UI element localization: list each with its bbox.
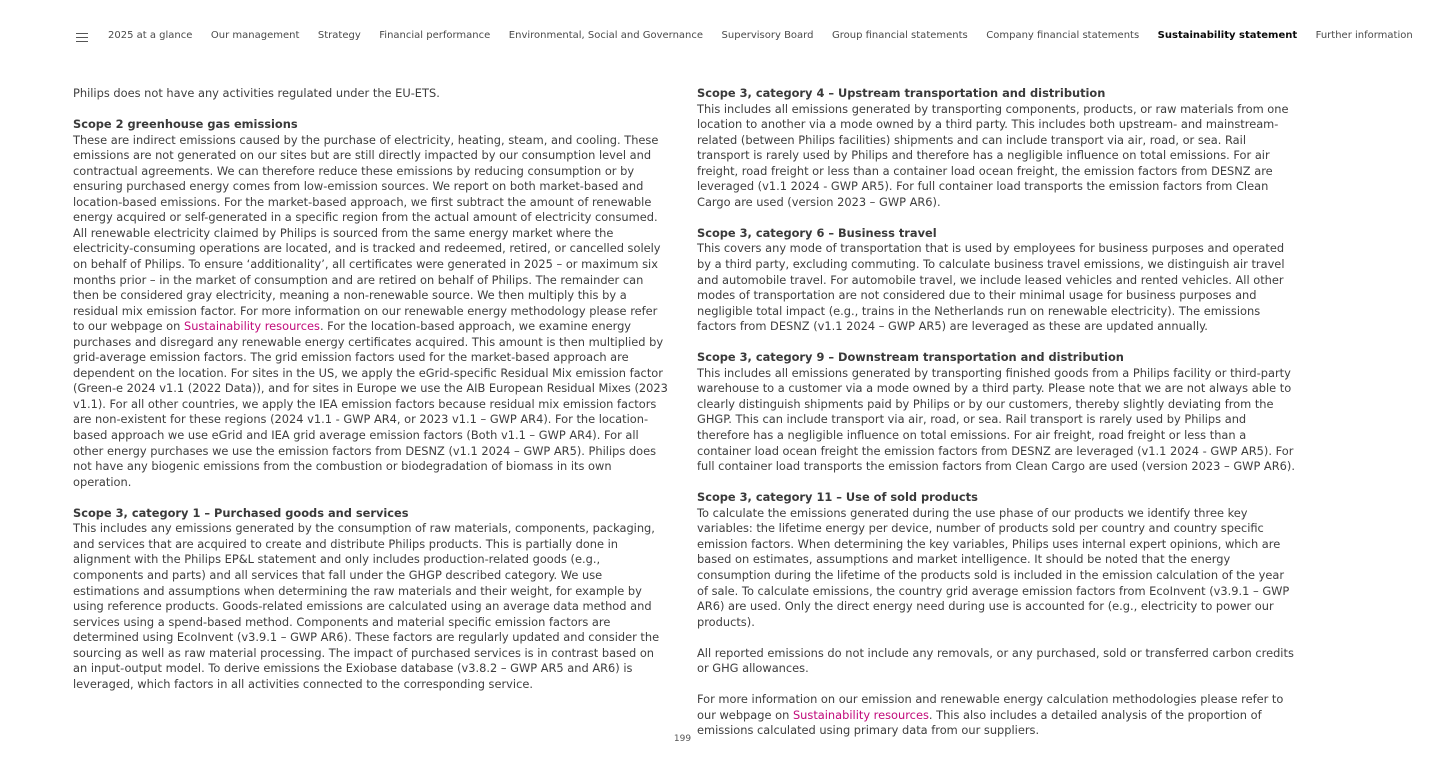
top-navigation [0,0,1413,74]
scope3-cat6-paragraph: This covers any mode of transportation that is used by employees for business purposes and operated by a third party, excluding commuting. To calculate business travel emissions, we distinguish air travel and automobile travel. For automobile travel, we include leased vehicles and rented vehicles. All other modes of transportation are not considered due to their minimal usage for business purposes and negligible total impact (e.g., trains in the Netherlands run on renewable electricity). The emissions factors from DESNZ (v1.1 2024 – GWP AR5) are leveraged as these are updated annually. [697,241,1285,334]
nav-item-2025-at-a-glance[interactable]: 2025 at a glance [108,30,193,41]
nav-item-further-information[interactable]: Further information [1315,30,1413,41]
eu-ets-intro: Philips does not have any activities regulated under the EU-ETS. [73,86,440,100]
scope2-paragraph [73,133,669,491]
scope2-heading: Scope 2 greenhouse gas emissions [73,117,298,132]
scope3-cat9-heading: Scope 3, category 9 – Downstream transportation and distribution [697,350,1124,365]
nav-item-supervisory-board[interactable]: Supervisory Board [721,30,814,41]
right-column [697,86,1295,755]
scope3-cat1-paragraph: This includes any emissions generated by the consumption of raw materials, components, packaging, and services that are acquired to create and distribute Philips products. This is partially done in alignment with the Philips EP&L statement and only includes production-related goods (e.g., components and parts) and all services that fall under the GHGP described category. We use estimations and assumptions when determining the raw materials and their weight, for example by using reference products. Goods-related emissions are calculated using an average data method and services using a spend-based method. Components and material specific emission factors are determined using EcoInvent (v3.9.1 – GWP AR6). These factors are regularly updated and consider the sourcing as well as raw material processing. The impact of purchased services is in contrast based on an input-output model. To derive emissions the Exiobase database (v3.8.2 – GWP AR5 and AR6) is leveraged, which factors in all activities connected to the corresponding service. [73,521,660,691]
scope3-cat6-heading: Scope 3, category 6 – Business travel [697,225,937,240]
left-column [73,86,669,708]
nav-item-group-financial-statements[interactable]: Group financial statements [831,30,968,41]
sustainability-resources-link[interactable]: Sustainability resources [183,319,320,334]
scope3-cat4-heading: Scope 3, category 4 – Upstream transportation and distribution [697,86,1106,100]
nav-item-our-management[interactable]: Our management [210,30,300,41]
scope3-cat1-heading: Scope 3, category 1 – Purchased goods and services [73,505,409,520]
scope2-text-part1: These are indirect emissions caused by the purchase of electricity, heating, steam, and cooling. These emissions are not generated on our sites but are still directly impacted by our consumption level and contractual agreements. We can therefore reduce these emissions by reducing consumption or by ensuring purchased energy comes from low-emission sources. We report on both market-based and location-based emissions. For the market-based approach, we first subtract the amount of renewable energy acquired or self-generated in a specific region from the actual amount of electricity consumed. All renewable electricity claimed by Philips is sourced from the same energy market where the electricity-consuming operations are located, and is tracked and redeemed, retired, or cancelled solely on behalf of Philips. To ensure ‘additionality’, all certificates were generated in 2025 – or maximum six months prior – in the market of consumption and are retired on behalf of Philips. The remainder can then be considered gray electricity, meaning a non-renewable source. We then multiply this by a residual mix emission factor. For more information on our renewable energy methodology please refer to our webpage on [73,132,661,334]
more-info-text-part2: . This also includes a detailed analysis of the proportion of emissions calculated using primary data from our suppliers. [697,707,1262,738]
more-info-text-part1: For more information on our emission and renewable energy calculation methodologies please refer to our webpage on [697,692,1284,722]
scope3-cat4-paragraph: This includes all emissions generated by transporting components, products, or raw materials from one location to another via a mode owned by a third party. This includes both upstream- and mainstream-related (between Philips facilities) shipments and can include transport via air, road, or sea. Rail transport is rarely used by Philips and therefore has a negligible influence on total emissions. For air freight, road freight or less than a container load ocean freight, the emission factors from DESNZ are leveraged (v1.1 2024 - GWP AR5). For full container load transports the emission factors from Clean Cargo are used (version 2023 – GWP AR6). [697,101,1289,209]
page-number: 199 [673,734,692,744]
scope3-cat9-paragraph: This includes all emissions generated by transporting finished goods from a Philips facility or third-party warehouse to a customer via a mode owned by a third party. Please note that we are not always able to clearly distinguish shipments paid by Philips or by our customers, thereby slightly deviating from the GHGP. This can include transport via air, road, or sea. Rail transport is rarely used by Philips and therefore has a negligible influence on total emissions. For air freight, road freight or less than a container load ocean freight the emission factors from DESNZ are leveraged (v1.1 2024 - GWP AR5). For full container load transports the emission factors from Clean Cargo are used (version 2023 – GWP AR6). [697,365,1295,474]
nav-list [108,30,1431,41]
sustainability-resources-link-2[interactable]: Sustainability resources [792,707,929,722]
nav-item-sustainability-statement[interactable]: Sustainability statement [1157,30,1298,41]
hamburger-menu-icon[interactable] [76,33,88,43]
scope2-text-part2: . For the location-based approach, we examine energy purchases and disregard any renewable energy certificates acquired. This amount is then multiplied by grid-average emission factors. The grid emission factors used for the market-based approach are dependent on the location. For sites in the US, we apply the eGrid-specific Residual Mix emission factor (Green-e 2024 v1.1 (2022 Data)), and for sites in Europe we use the AIB European Residual Mixes (2023 v1.1). For all other countries, we apply the IEA emission factors because residual mix emission factors are non-existent for these regions (2024 v1.1 - GWP AR4, or 2023 v1.1 – GWP AR4). For the location-based approach we use eGrid and IEA grid average emission factors (Both v1.1 – GWP AR4). For all other energy purchases we use the emission factors from DESNZ (v1.1 2024 – GWP AR5). Philips does not have any biogenic emissions from the combustion or biodegradation of biomass in its own operation. [73,319,668,489]
nav-item-company-financial-statements[interactable]: Company financial statements [986,30,1140,41]
nav-item-financial-performance[interactable]: Financial performance [379,30,491,41]
scope3-cat11-heading: Scope 3, category 11 – Use of sold products [697,490,978,505]
nav-item-strategy[interactable]: Strategy [317,30,361,41]
scope3-cat11-paragraph: To calculate the emissions generated during the use phase of our products we identify three key variables: the lifetime energy per device, number of products sold per country and country specific emission factors. When determining the key variables, Philips uses internal expert opinions, which are based on estimates, assumptions and market intelligence. It should be noted that the energy consumption during the lifetime of the products sold is included in the emission calculation of the year of sale. To calculate emissions, the country grid average emission factors from EcoInvent (v3.9.1 – GWP AR6) are used. Only the direct energy need during use is accounted for (e.g., electricity to power our products). [697,505,1290,629]
nav-item-esg[interactable]: Environmental, Social and Governance [508,30,704,41]
more-info-paragraph [697,692,1295,739]
removals-paragraph: All reported emissions do not include any removals, or any purchased, sold or transferred carbon credits or GHG allowances. [697,645,1294,676]
